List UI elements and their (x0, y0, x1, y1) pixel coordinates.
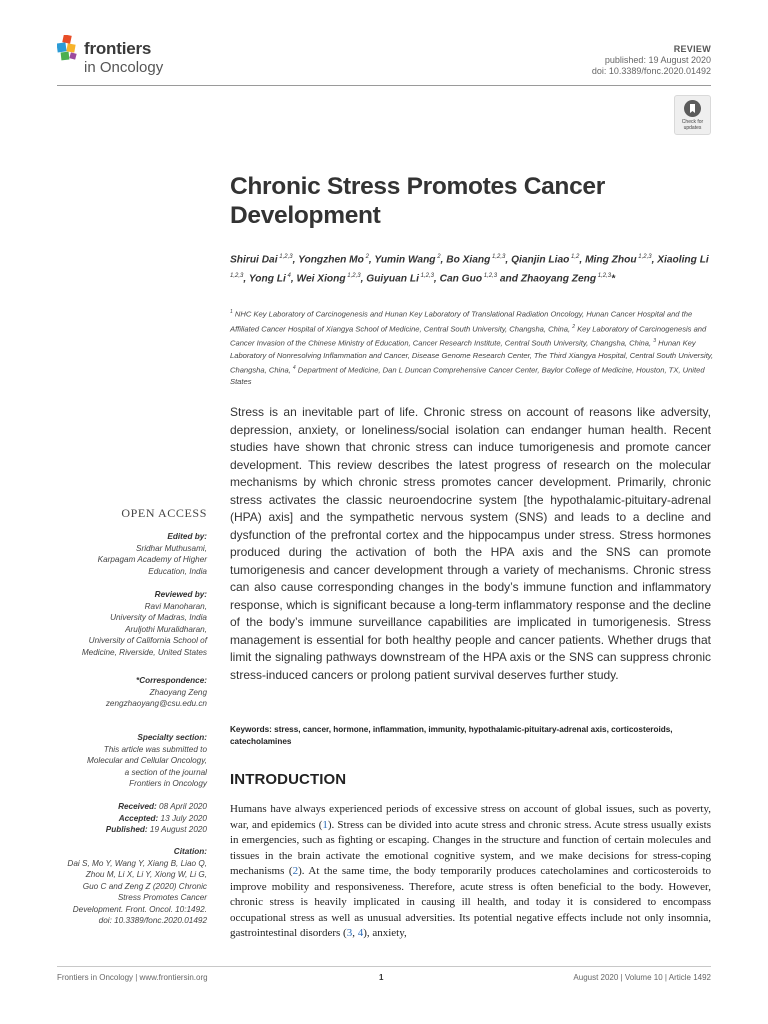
check-for-updates-label: Check for updates (681, 119, 704, 131)
affiliation-number: 4 (292, 364, 296, 371)
journal-name: in Oncology (84, 59, 164, 76)
author-separator: , (368, 254, 375, 266)
affiliations (230, 306, 715, 388)
author-affiliation-marker: 2 (435, 254, 441, 260)
received-label: Received: (118, 802, 157, 811)
author-affiliation-marker: 1,2,3 (418, 273, 434, 280)
page-number: 1 (379, 973, 384, 982)
affiliation-text: Key Laboratory of Carcinogenesis and Cancer Invasion of the Chinese Ministry of Education, Cancer Research Institute, Central South University, Changsha, China, (230, 324, 707, 348)
author-name[interactable]: Bo Xiang (446, 254, 491, 266)
author-affiliation-marker: 1,2,3 (482, 273, 498, 280)
author-affiliation-marker: 1,2,3 (277, 254, 293, 260)
affiliation-number: 3 (653, 338, 656, 345)
article-meta (592, 44, 711, 77)
edited-by-label: Edited by: (167, 532, 207, 541)
bookmark-icon (684, 100, 701, 117)
author-affiliation-marker: 1,2,3 (230, 273, 244, 280)
author-name[interactable]: Wei Xiong (296, 273, 346, 285)
check-for-updates-button[interactable] (674, 95, 711, 135)
received-date: 08 April 2020 (156, 802, 207, 811)
abstract: Stress is an inevitable part of life. Chronic stress on account of reasons like adversity, depression, anxiety, or loneliness/social isolation can endanger human health. Recent studies have shown that chronic stress can induce tumorigenesis and promote cancer development. This review describes the latest progress of research on the molecular mechanisms by which chronic stress promotes cancer development. Primarily, chronic stress activates the classic neuroendocrine system [the hypothalamic-pituitary-adrenal (HPA) axis] and the sympathetic nervous system (SNS) and leads to a decline and dysfunction of the prefrontal cortex and the hippocampus under stress. Stress hormones produced during the activation of both the HPA axis and the SNS can promote tumorigenesis and cancer development through a variety of mechanisms. Chronic stress can also cause corresponding changes in the body’s immune function and inflammatory response, which is significant because a long-term inflammatory response and the decline of the body’s immune surveillance capabilities are implicated in tumorigenesis. Stress management is essential for both healthy people and cancer patients. Whether drugs that limit the signaling pathways downstream of the HPA axis or the SNS can suppress chronic stress-induced cancers or prolong patient survival deserves further study. (230, 405, 711, 682)
body-text: ). At the same time, the body temporarily produces catecholamines and corticosteroids to improve mobility and responsiveness. Therefore, acute stress is often beneficial to the body. However, chronic stress is heavily implicated in causing ill health, and today it is considered to encompass occupational stress as well as unusual adversities. Its potential negative effects include not only insomnia, gastrointestinal disorders ( (230, 865, 712, 939)
author-separator: , (579, 254, 586, 266)
author-separator: , (243, 273, 249, 285)
published-label: Published: (105, 825, 148, 834)
body-text: , (352, 927, 358, 939)
affiliation-text: Department of Medicine, Dan L Duncan Comprehensive Cancer Center, Baylor College of Medicine, Houston, TX, United States (230, 365, 705, 387)
article-type: REVIEW (673, 44, 711, 54)
edited-by-block (57, 531, 207, 577)
accepted-date: 13 July 2020 (158, 813, 207, 823)
specialty-block (57, 732, 207, 790)
author-separator: * (611, 273, 616, 285)
reference-link[interactable]: 1 (322, 818, 328, 831)
body-text: ), anxiety, (363, 927, 407, 939)
author-name[interactable]: Can Guo (439, 273, 483, 285)
author-separator: , (292, 254, 299, 266)
reviewed-by-label: Reviewed by: (154, 590, 207, 599)
specialty-label: Specialty section: (137, 733, 207, 742)
author-separator: , (651, 254, 658, 266)
published-date: published: 19 August 2020 (604, 55, 711, 65)
citation-label: Citation: (173, 847, 207, 856)
reference-link[interactable]: 3 (346, 927, 353, 939)
author-name[interactable]: Ming Zhou (585, 254, 637, 266)
author-affiliation-marker: 1,2,3 (636, 254, 652, 260)
body-text: ). Stress can be divided into acute stress and chronic stress. Acute stress usually exists in emergencies, such as fighting or escaping. Changes in the structure and function of certain molecules and tissues in the brain activate the emotional cognitive system, and we make decisions for stress-coping mechanisms ( (230, 818, 711, 877)
author-separator: , (440, 254, 447, 266)
footer-divider (57, 966, 711, 967)
specialty-info: This article was submitted to Molecular and Cellular Oncology, a section of the journal Frontiers in Oncology (87, 744, 207, 788)
author-name[interactable]: Yumin Wang (374, 254, 436, 266)
reviewed-by-block (57, 589, 207, 658)
author-separator: , (433, 273, 440, 285)
article-doi[interactable]: doi: 10.3389/fonc.2020.01492 (591, 66, 711, 76)
author-separator: , (360, 273, 367, 285)
correspondence-label: *Correspondence: (136, 676, 207, 685)
correspondence-info[interactable]: Zhaoyang Zeng zengzhaoyang@csu.edu.cn (105, 687, 207, 708)
reference-link[interactable]: 2 (292, 865, 299, 877)
author-separator: and (497, 273, 521, 285)
footer-issue: August 2020 | Volume 10 | Article 1492 (573, 973, 711, 982)
article-title: Chronic Stress Promotes Cancer Development (230, 173, 605, 229)
editor-info: Sridhar Muthusami, Karpagam Academy of Higher Education, India (97, 543, 207, 576)
journal-logo[interactable] (57, 33, 197, 83)
author-name[interactable]: Yong Li (248, 273, 286, 285)
author-name[interactable]: Yongzhen Mo (298, 254, 364, 266)
author-separator: , (290, 273, 297, 285)
citation-block (57, 846, 207, 927)
affiliation-number: 2 (572, 323, 575, 330)
author-affiliation-marker: 4 (285, 273, 291, 280)
affiliation-text: NHC Key Laboratory of Carcinogenesis and Hunan Key Laboratory of Translational Radiation Oncology, Hunan Cancer Hospital and the Affiliated Cancer Hospital of Xiangya School of Medicine, Central South University, Changsha, China, (230, 309, 693, 334)
affiliation-text: Hunan Key Laboratory of Nonresolving Inflammation and Cancer, Disease Genome Research Center, The Third Xiangya Hospital, Central South University, Changsha, China, (230, 338, 714, 375)
header-divider (57, 85, 711, 86)
author-list (230, 250, 715, 287)
published-date-sidebar: 19 August 2020 (147, 825, 207, 834)
affiliation-number: 1 (230, 309, 233, 315)
author-affiliation-marker: 1,2,3 (345, 273, 361, 280)
author-affiliation-marker: 1,2 (569, 254, 580, 260)
accepted-label: Accepted: (118, 813, 159, 823)
dates-block (57, 801, 207, 836)
author-affiliation-marker: 1,2,3 (490, 254, 506, 260)
reference-link[interactable]: 4 (357, 927, 364, 939)
citation-info: Dai S, Mo Y, Wang Y, Xiang B, Liao Q, Zhou M, Li X, Li Y, Xiong W, Li G, Guo C and Zeng Z (2020) Chronic Stress Promotes Cancer Development. Front. Oncol. 10:1492. doi: 10.3389/fonc.2020.01492 (67, 858, 207, 925)
author-name[interactable]: Xiaoling Li (657, 254, 709, 266)
author-affiliation-marker: 2 (363, 254, 369, 260)
author-name[interactable]: Guiyuan Li (366, 273, 419, 285)
keywords (230, 724, 715, 748)
author-name[interactable]: Shirui Dai (230, 254, 278, 266)
author-name[interactable]: Zhaoyang Zeng (520, 273, 597, 285)
footer-journal[interactable]: Frontiers in Oncology | www.frontiersin.org (57, 973, 208, 982)
correspondence-block (57, 675, 207, 710)
author-separator: , (505, 254, 512, 266)
frontiers-logo-icon (57, 35, 79, 61)
keywords-text: stress, cancer, hormone, inflammation, immunity, hypothalamic-pituitary-adrenal axis, corticosteroids, catecholamines (230, 725, 673, 746)
body-text: Humans have always experienced periods of excessive stress on account of global issues, such as poverty, war, and epidemics ( (230, 803, 711, 831)
journal-brand: frontiers (84, 39, 152, 58)
author-affiliation-marker: 1,2,3 (596, 273, 612, 280)
author-name[interactable]: Qianjin Liao (511, 254, 570, 266)
introduction-body (230, 802, 711, 942)
keywords-label: Keywords: (230, 725, 272, 734)
introduction-heading: INTRODUCTION (230, 771, 347, 788)
reviewer-info: Ravi Manoharan, University of Madras, India Aruljothi Muralidharan, University of California School of Medicine, Riverside, United States (81, 601, 207, 657)
open-access-label: OPEN ACCESS (121, 506, 207, 520)
